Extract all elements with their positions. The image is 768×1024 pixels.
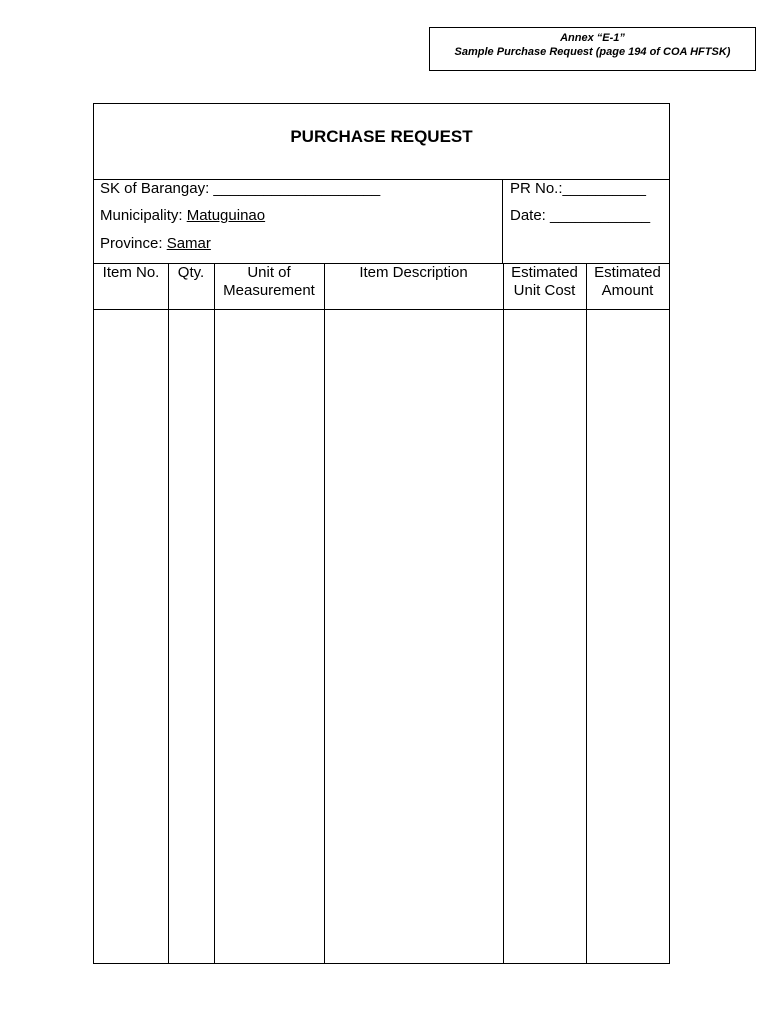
column-divider <box>503 263 504 963</box>
date-field: Date: ____________ <box>510 207 651 224</box>
province-label: Province: <box>100 235 163 252</box>
sk-barangay-field: SK of Barangay: ____________________ <box>100 180 381 197</box>
column-divider <box>214 263 215 963</box>
requester-info <box>94 180 503 264</box>
province-value: Samar <box>166 235 211 252</box>
header-estimated-unit-cost <box>503 264 586 300</box>
annex-label-box <box>429 27 756 71</box>
header-unit-cost-line2: Unit Cost <box>513 282 576 299</box>
header-amount-line1: Estimated <box>594 264 661 281</box>
column-divider <box>324 263 325 963</box>
column-divider <box>586 263 587 963</box>
header-unit-of-measurement <box>214 264 324 300</box>
purchase-request-form <box>93 103 670 964</box>
header-qty: Qty. <box>177 264 205 281</box>
header-unit-line2: Measurement <box>223 282 315 299</box>
pr-info <box>503 180 669 264</box>
pr-number-field: PR No.:__________ <box>510 180 646 197</box>
header-item-no: Item No. <box>102 264 160 281</box>
form-title: PURCHASE REQUEST <box>94 104 669 180</box>
annex-subtitle: Sample Purchase Request (page 194 of COA HFTSK) <box>454 46 731 58</box>
header-estimated-amount <box>586 264 669 300</box>
header-unit-line1: Unit of <box>247 264 291 281</box>
header-unit-cost-line1: Estimated <box>511 264 578 281</box>
header-amount-line2: Amount <box>601 282 654 299</box>
annex-title: Annex “E-1” <box>560 32 625 44</box>
municipality-label: Municipality: <box>100 207 183 224</box>
municipality-value: Matuguinao <box>186 207 266 224</box>
header-item-description: Item Description <box>359 264 468 281</box>
province-field <box>100 235 211 252</box>
municipality-field <box>100 207 265 224</box>
column-divider <box>168 263 169 963</box>
